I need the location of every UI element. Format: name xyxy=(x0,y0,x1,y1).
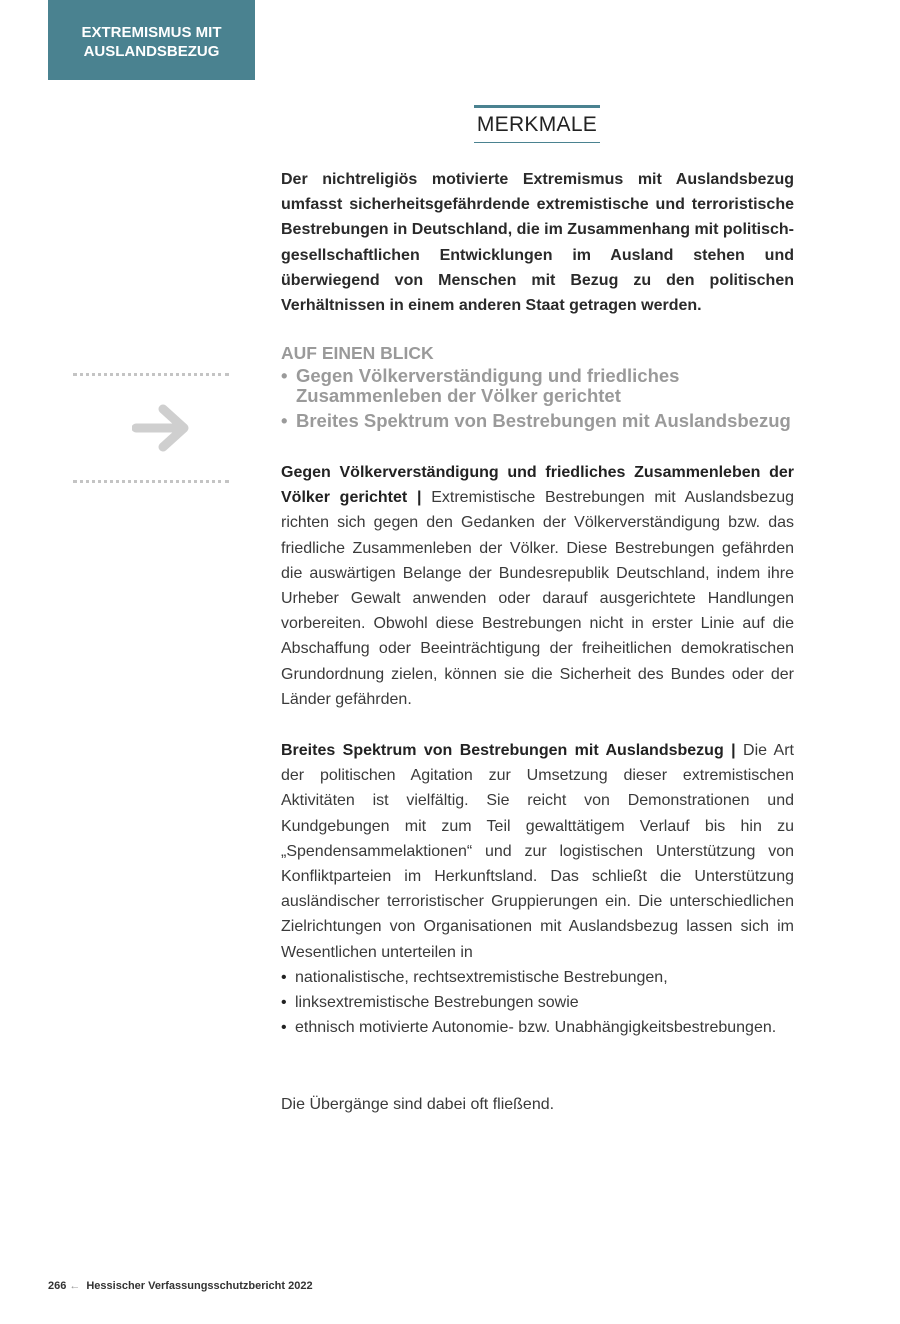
paragraph-body: Die Art der politischen Agitation zur Umsetzung dieser extremistischen Aktivitäten ist vielfältig. Sie reicht von Demonstrationen und Kundgebungen mit zum Teil gewalttätigem Verlauf bis hin zu „Spendensammelaktionen“ und zur logistischen Unterstützung von Konfliktparteien im Herkunftsland. Das schließt die Unterstützung ausländischer terroristischer Gruppierungen ein. Die unterschiedlichen Zielrichtungen von Organisationen mit Auslandsbezug lassen sich im Wesentlichen unterteilen in xyxy=(281,742,794,961)
dotted-divider-bottom xyxy=(73,480,229,483)
at-a-glance-list xyxy=(281,366,801,431)
heading-rule-bottom xyxy=(474,142,600,143)
dotted-divider-top xyxy=(73,373,229,376)
page-number: 266 xyxy=(48,1280,67,1292)
paragraph-lead: Breites Spektrum von Bestrebungen mit Auslandsbezug | xyxy=(281,742,736,759)
at-a-glance-box xyxy=(281,341,801,437)
section-tab-line1: EXTREMISMUS MIT xyxy=(81,24,222,41)
list-item: • ethnisch motivierte Autonomie- bzw. Unabhängigkeitsbestrebungen. xyxy=(281,1015,794,1040)
page-footer xyxy=(48,1278,313,1294)
at-a-glance-title: AUF EINEN BLICK xyxy=(281,343,434,363)
paragraph-spektrum xyxy=(281,738,794,1040)
page-title: MERKMALE xyxy=(476,113,598,136)
arrow-right-icon xyxy=(132,403,194,453)
list-item: • nationalistische, rechtsextremistische Bestrebungen, xyxy=(281,965,794,990)
section-tab-line2: AUSLANDSBEZUG xyxy=(83,43,220,60)
at-a-glance-item: • Gegen Völkerverständigung und friedliches Zusammenleben der Völker gerichtet xyxy=(281,366,801,405)
section-heading xyxy=(474,105,600,143)
section-tab xyxy=(48,0,255,80)
footer-title: Hessischer Verfassungsschutzbericht 2022 xyxy=(86,1280,313,1292)
paragraph-body: Extremistische Bestrebungen mit Auslandsbezug richten sich gegen den Gedanken der Völkerverständigung bzw. das friedliche Zusammenleben der Völker. Diese Bestrebungen gefährden die auswärtigen Belange der Bundesrepublik Deutschland, indem ihre Urheber Gewalt anwenden oder darauf ausgerichtete Handlungen vorbereiten. Obwohl diese Bestrebungen nicht in erster Linie auf die Abschaffung oder Beeinträchtigung der freiheitlichen demokratischen Grundordnung zielen, können sie die Sicherheit des Bundes oder der Länder gefährden. xyxy=(281,489,794,708)
bullet-list xyxy=(281,965,794,1041)
intro-paragraph: Der nichtreligiös motivierte Extremismus mit Auslandsbezug umfasst sicherheitsgefährdende extremistische und terroristische Bestrebungen in Deutschland, die im Zusammenhang mit politisch-gesellschaftlichen Entwicklungen im Ausland stehen und überwiegend von Menschen mit Bezug zu den politischen Verhältnissen in einem anderen Staat getragen werden. xyxy=(281,171,794,315)
at-a-glance-item: • Breites Spektrum von Bestrebungen mit Auslandsbezug xyxy=(281,411,801,431)
paragraph-lead: Gegen Völkerverständigung und friedliches Zusammenleben der Völker gerichtet | xyxy=(281,464,794,507)
list-item: • linksextremistische Bestrebungen sowie xyxy=(281,990,794,1015)
paragraph-voelkerverstaendigung xyxy=(281,460,794,712)
back-arrow-icon[interactable]: ← xyxy=(69,1280,81,1292)
closing-paragraph: Die Übergänge sind dabei oft fließend. xyxy=(281,1096,555,1113)
